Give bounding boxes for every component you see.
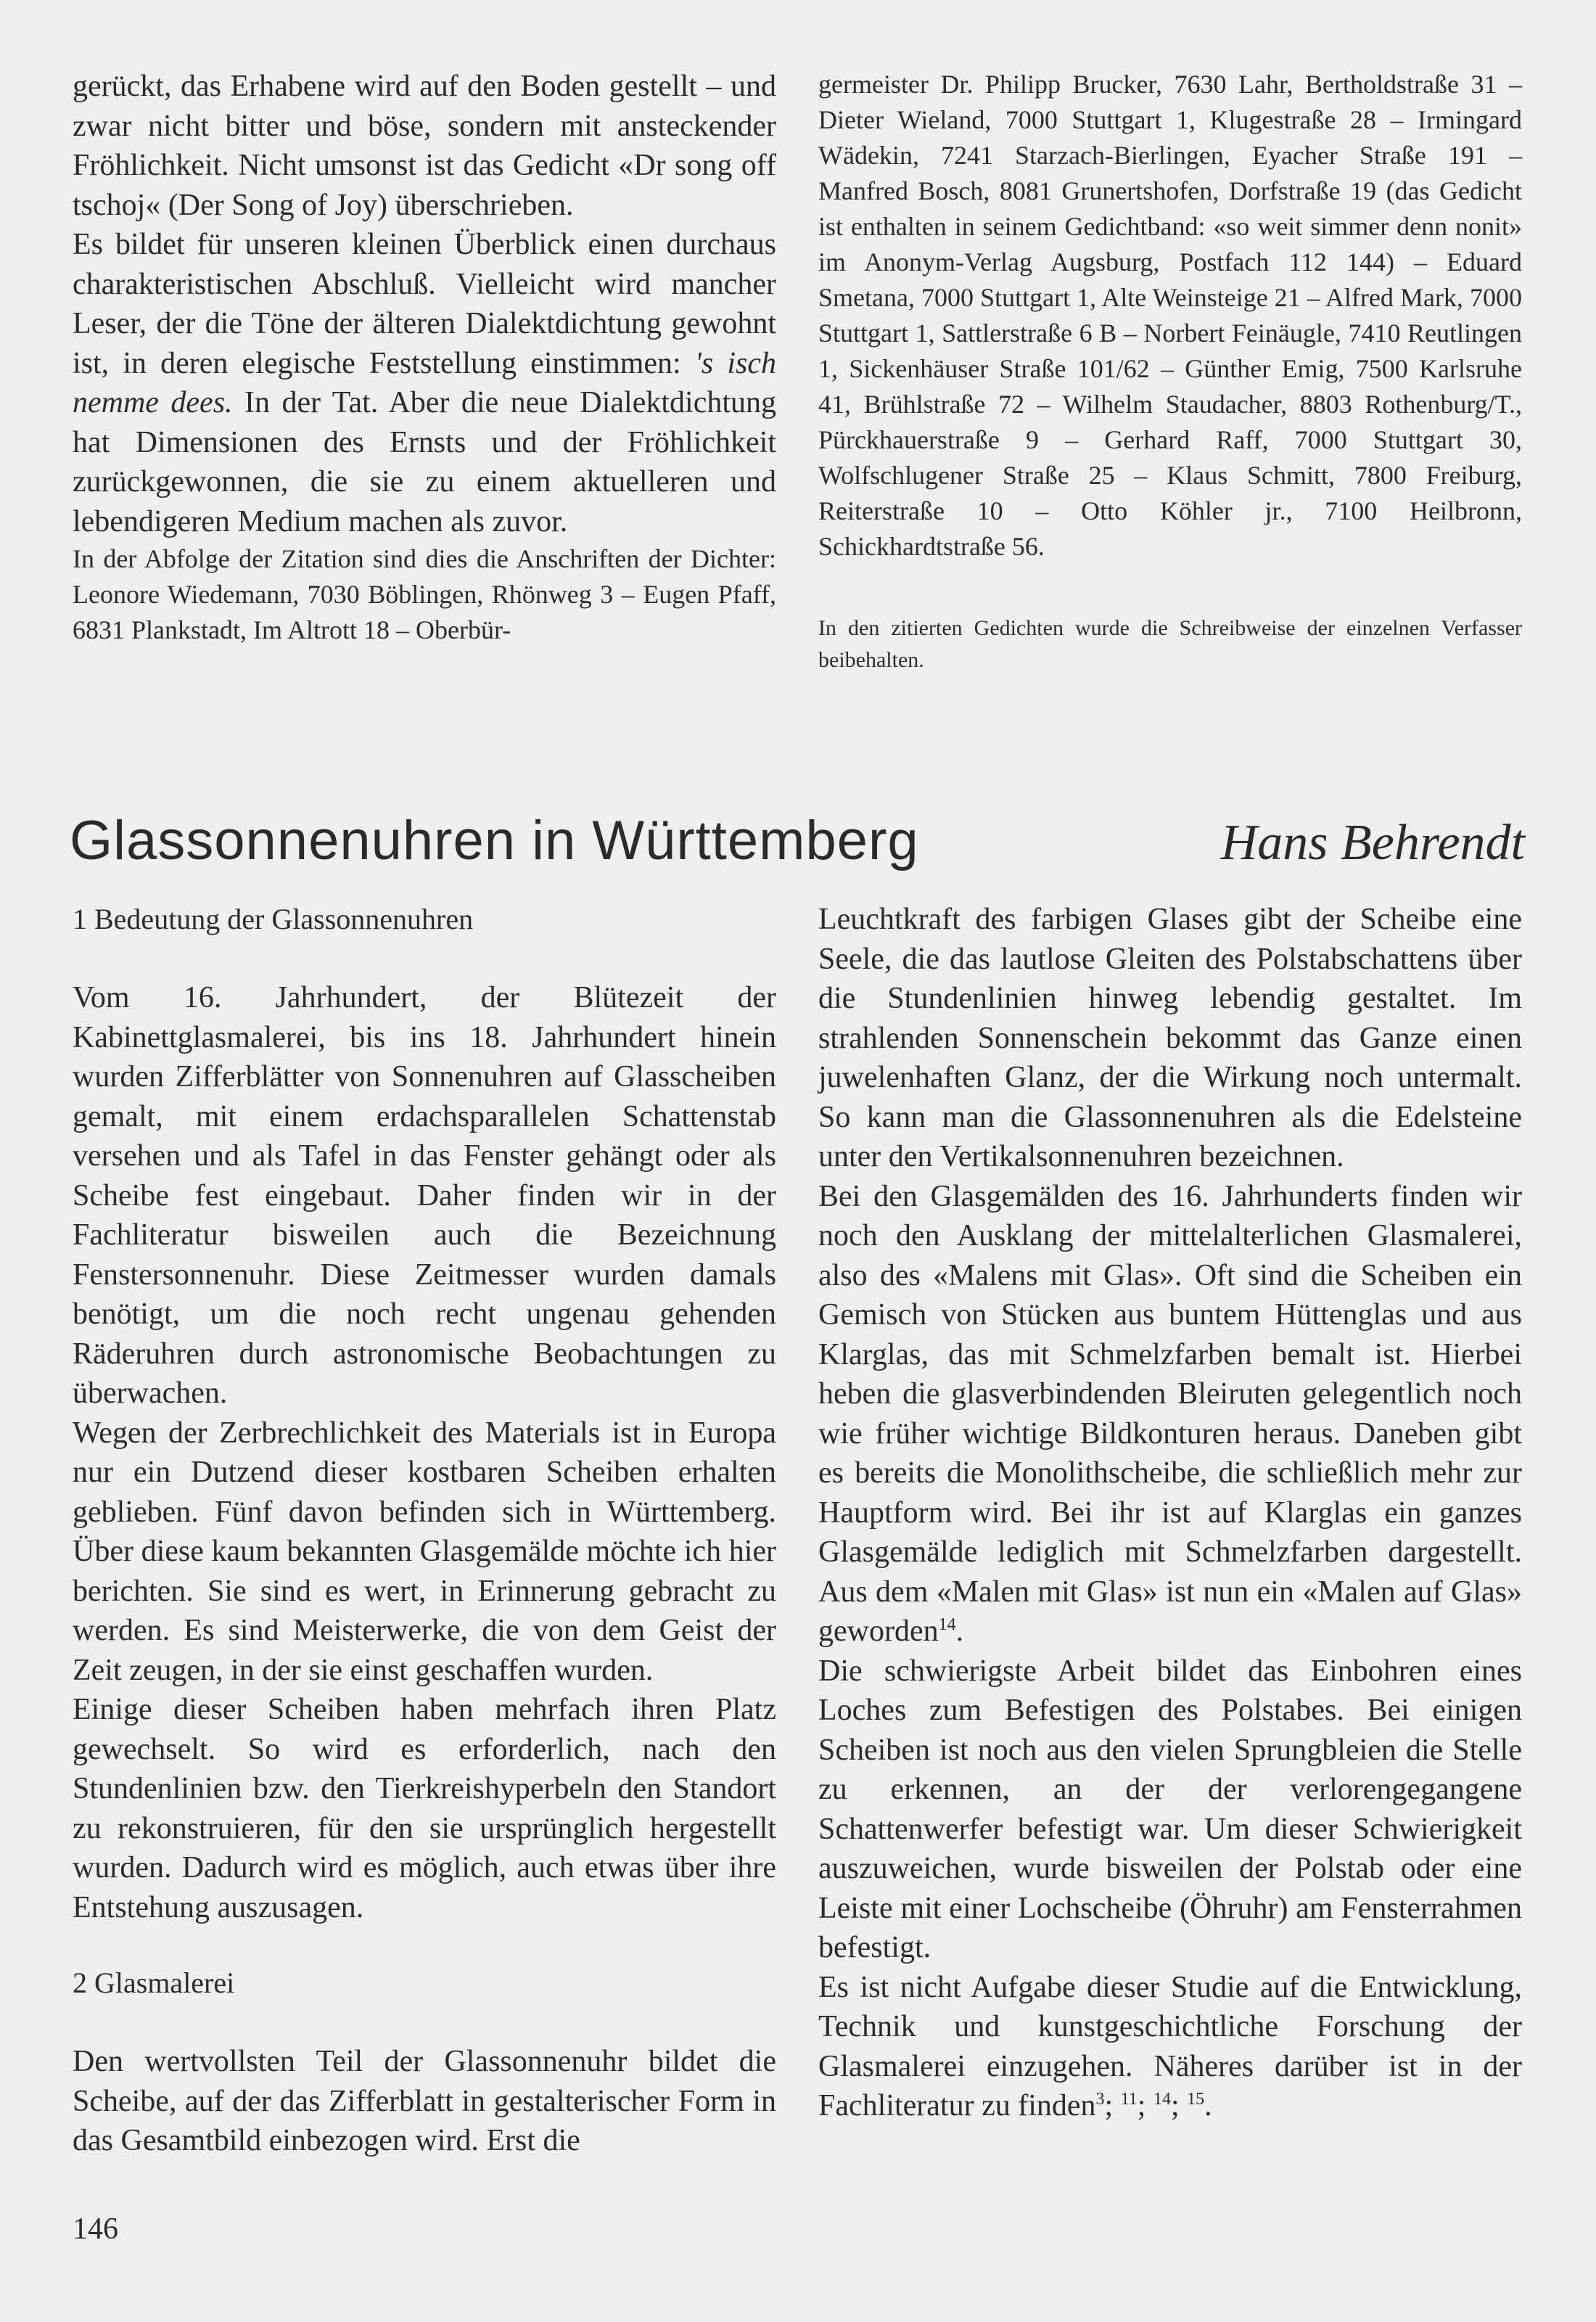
address-list-start: In der Abfolge der Zitation sind dies die Anschriften der Dichter: Leonore Wiedemann, 7030 Böblingen, Rhönweg 3 – Eugen Pfaff, 6831 Plankstadt, Im Altrott 18 – Oberbür- [73,544,776,644]
previous-article-right-column [818,67,1522,676]
paragraph: Wegen der Zerbrechlichkeit des Materials ist in Europa nur ein Dutzend dieser kostbaren Scheiben erhalten geblieben. Fünf davon befinden sich in Württemberg. Über diese kaum bekannten Glasgemälde möchte ich hier berichten. Sie sind es wert, in Erinnerung gebracht zu werden. Es sind Meisterwerke, die von dem Geist der Zeit zeugen, in der sie einst geschaffen wurden. [73,1416,776,1687]
paragraph [73,225,776,541]
section-heading: 2 Glasmalerei [73,1966,235,1999]
article-author: Hans Behrendt [1220,815,1525,871]
paragraph [818,1177,1522,1652]
paragraph-text: Bei den Glasgemälden des 16. Jahrhunderts finden wir noch den Ausklang der mittelalterlichen Glasmalerei, also des «Malens mit Glas». Oft sind die Scheiben ein Gemisch von Stücken aus buntem Hüttenglas und aus Klarglas, das mit Schmelzfarben bemalt ist. Hierbei heben die glasverbindenden Bleiruten gelegentlich noch wie früher wichtige Bildkonturen heraus. Daneben gibt es bereits die Monolithscheibe, die schließlich mehr zur Hauptform wird. Bei ihr ist auf Klarglas ein ganzes Glasgemälde lediglich mit Schmelzfarben dargestellt. Aus dem «Malen mit Glas» ist nun ein «Malen auf Glas» geworden [818,1179,1522,1648]
paragraph-text: In der Tat. Aber die neue Dialektdichtung hat Dimensionen des Ernsts und der Fröhlichkeit zurückgewonnen, die sie zu einem aktuelleren und lebendigeren Medium machen als zuvor. [73,386,777,538]
footnote-ref: 15 [1187,2090,1205,2109]
footnote-ref: 14 [1153,2090,1171,2109]
footnote-ref: 11 [1120,2090,1138,2109]
paragraph: Vom 16. Jahrhundert, der Blütezeit der Kabinettglasmalerei, bis ins 18. Jahrhundert hinein wurden Zifferblätter von Sonnenuhren auf Glasscheiben gemalt, mit einem erdachsparallelen Schattenstab versehen und als Tafel in das Fenster gehängt oder als Scheibe fest eingebaut. Daher finden wir in der Fachliteratur bisweilen auch die Bezeichnung Fenstersonnenuhr. Diese Zeitmesser wurden damals benötigt, um die noch recht ungenau gehenden Räderuhren durch astronomische Beobachtungen zu überwachen. [73,981,776,1410]
orthography-note: In den zitierten Gedichten wurde die Schreibweise der einzelnen Verfasser beibehalten. [818,616,1522,672]
paragraph: Es ist nicht Aufgabe dieser Studie auf die Entwicklung, Technik und kunstgeschichtliche Forschung der Glasmalerei einzugehen. Näheres darüber ist in der Fachliteratur zu finden$^3$; $^{11}$; $^{14}$; $^{15}$. [818,1970,1522,2122]
paragraph: Leuchtkraft des farbigen Glases gibt der Scheibe eine Seele, die das lautlose Gleiten des Polstabschattens über die Stundenlinien hinweg lebendig gestaltet. Im strahlenden Sonnenschein bekommt das Ganze einen juwelenhaften Glanz, der die Wirkung noch untermalt. So kann man die Glassonnenuhren als die Edelsteine unter den Vertikalsonnenuhren bezeichnen. [818,903,1522,1173]
previous-article-left-column [73,67,776,648]
page-number: 146 [73,2212,118,2246]
dialect-quote: 's isch nemme dees. [73,346,776,419]
paragraph: Einige dieser Scheiben haben mehrfach ihren Platz gewechselt. So wird es erforderlich, nach den Stundenlinien bzw. den Tierkreishyperbeln den Standort zu rekonstruieren, für den sie ursprünglich hergestellt wurden. Dadurch wird es möglich, auch etwas über ihre Entstehung auszusagen. [73,1693,776,1924]
paragraph-text: Es bildet für unseren kleinen Überblick einen durchaus charakteristischen Abschluß. Vielleicht wird mancher Leser, der die Töne der älteren Dialektdichtung gewohnt ist, in deren elegische Feststellung einstimmen: [73,228,776,380]
article-heading [70,809,1525,872]
article-right-column [818,900,1522,2126]
article-title: Glassonnenuhren in Württemberg [70,810,919,871]
paragraph-text: Es ist nicht Aufgabe dieser Studie auf die Entwicklung, Technik und kunstgeschichtliche Forschung der Glasmalerei einzugehen. Näheres darüber ist in der Fachliteratur zu finden [818,1970,1522,2122]
paragraph: gerückt, das Erhabene wird auf den Boden gestellt – und zwar nicht bitter und böse, sondern mit ansteckender Fröhlichkeit. Nicht umsonst ist das Gedicht «Dr song off tschoj« (Der Song of Joy) überschrieben. [73,70,776,222]
paragraph: Den wertvollsten Teil der Glassonnenuhr bildet die Scheibe, auf der das Zifferblatt in gestalterischer Form in das Gesamtbild einbezogen wird. Erst die [73,2045,776,2157]
footnote-ref: 14 [938,1615,956,1634]
footnote-ref: 3 [1095,2090,1105,2109]
section-heading: 1 Bedeutung der Glassonnenuhren [73,903,474,935]
paragraph: Die schwierigste Arbeit bildet das Einbohren eines Loches zum Befestigen des Polstabes. Bei einigen Scheiben ist noch aus den vielen Sprungbleien die Stelle zu erkennen, an der der verlorengegangene Schattenwerfer befestigt war. Um dieser Schwierigkeit auszuweichen, wurde bisweilen der Polstab oder eine Leiste mit einer Lochscheibe (Öhruhr) am Fensterrahmen befestigt. [818,1654,1522,1964]
article-left-column [73,900,776,2161]
paragraph-end: . [955,1615,964,1648]
address-list-continued: germeister Dr. Philipp Brucker, 7630 Lahr, Bertholdstraße 31 – Dieter Wieland, 7000 Stuttgart 1, Klugestraße 28 – Irmingard Wädekin, 7241 Starzach-Bierlingen, Eyacher Straße 191 – Manfred Bosch, 8081 Grunertshofen, Dorfstraße 19 (das Gedicht ist enthalten in seinem Gedichtband: «so weit simmer denn nonit» im Anonym-Verlag Augsburg, Postfach 112 144) – Eduard Smetana, 7000 Stuttgart 1, Alte Weinsteige 21 – Alfred Mark, 7000 Stuttgart 1, Sattlerstraße 6 B – Norbert Feinäugle, 7410 Reutlingen 1, Sickenhäuser Straße 101/62 – Günther Emig, 7500 Karlsruhe 41, Brühlstraße 72 – Wilhelm Staudacher, 8803 Rothenburg/T., Pürckhauerstraße 9 – Gerhard Raff, 7000 Stuttgart 30, Wolfschlugener Straße 25 – Klaus Schmitt, 7800 Freiburg, Reiterstraße 10 – Otto Köhler jr., 7100 Heilbronn, Schickhardtstraße 56. [818,70,1522,561]
